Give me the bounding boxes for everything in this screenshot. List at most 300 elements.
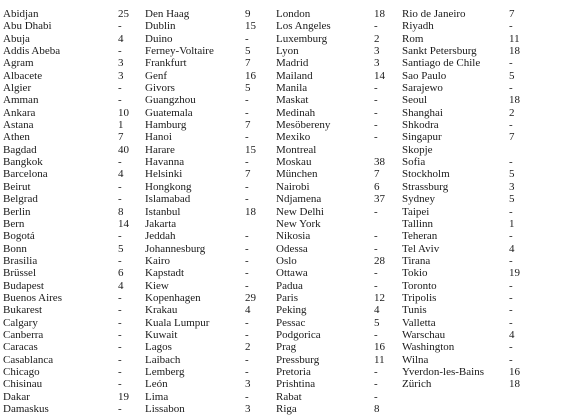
city-count: - xyxy=(509,291,513,304)
city-row xyxy=(276,304,391,316)
city-name: Beirut xyxy=(3,180,31,193)
city-row xyxy=(145,82,277,94)
city-count: - xyxy=(245,106,249,119)
city-count: - xyxy=(509,304,513,317)
city-count: 3 xyxy=(245,378,251,391)
city-row xyxy=(145,218,277,230)
city-name: Sankt Petersburg xyxy=(402,45,477,58)
city-count: 6 xyxy=(118,267,124,280)
city-name: Duino xyxy=(145,32,173,45)
city-row xyxy=(145,131,277,143)
city-count: - xyxy=(118,304,122,317)
city-row xyxy=(402,94,520,106)
city-row xyxy=(276,94,391,106)
city-row xyxy=(3,57,135,69)
city-count: 4 xyxy=(118,32,124,45)
city-name: Amman xyxy=(3,94,39,107)
city-row xyxy=(3,292,135,304)
city-name: Nairobi xyxy=(276,180,310,193)
city-name: Caracas xyxy=(3,341,38,354)
city-row xyxy=(145,317,277,329)
city-row xyxy=(402,243,520,255)
city-name: Peking xyxy=(276,304,307,317)
city-name: Pessac xyxy=(276,316,306,329)
city-count: 8 xyxy=(118,205,124,218)
city-count: 14 xyxy=(374,69,385,82)
city-count: - xyxy=(374,267,378,280)
city-row xyxy=(145,33,277,45)
city-name: Lima xyxy=(145,390,169,403)
city-column-4 xyxy=(402,8,520,391)
city-row xyxy=(276,329,391,341)
city-row xyxy=(402,280,520,292)
city-count: - xyxy=(245,254,249,267)
city-row xyxy=(145,57,277,69)
city-name: Hamburg xyxy=(145,119,187,132)
city-row xyxy=(276,82,391,94)
city-count: - xyxy=(245,353,249,366)
city-row xyxy=(276,218,391,230)
city-name: Abidjan xyxy=(3,8,39,20)
city-name: Krakau xyxy=(145,304,178,317)
city-row xyxy=(3,206,135,218)
city-name: Washington xyxy=(402,341,455,354)
city-row xyxy=(276,292,391,304)
city-row xyxy=(3,20,135,32)
city-row xyxy=(402,366,520,378)
city-name: Kapstadt xyxy=(145,267,185,280)
city-row xyxy=(402,304,520,316)
city-row xyxy=(145,391,277,403)
city-row xyxy=(276,131,391,143)
city-name: Ankara xyxy=(3,106,36,119)
city-name: Budapest xyxy=(3,279,44,292)
city-count: - xyxy=(374,131,378,144)
city-count: 16 xyxy=(245,69,256,82)
city-name: Helsinki xyxy=(145,168,183,181)
city-name: Shkodra xyxy=(402,119,439,132)
city-name: Bonn xyxy=(3,242,27,255)
city-name: Tokio xyxy=(402,267,428,280)
city-count: - xyxy=(118,94,122,107)
city-name: Warschau xyxy=(402,328,446,341)
city-name: Riga xyxy=(276,403,297,415)
city-count: 4 xyxy=(509,328,515,341)
city-row xyxy=(145,366,277,378)
city-count: 4 xyxy=(245,304,251,317)
city-name: Pretoria xyxy=(276,365,311,378)
city-count: 7 xyxy=(245,57,251,70)
city-name: Teheran xyxy=(402,230,438,243)
city-count: - xyxy=(374,378,378,391)
city-name: Montreal xyxy=(276,143,317,156)
city-row xyxy=(145,45,277,57)
city-row xyxy=(3,33,135,45)
city-row xyxy=(402,317,520,329)
city-count: - xyxy=(118,403,122,415)
city-row xyxy=(276,317,391,329)
city-name: Chisinau xyxy=(3,378,43,391)
city-row xyxy=(276,206,391,218)
city-count: - xyxy=(245,316,249,329)
city-count: - xyxy=(374,365,378,378)
city-name: Stockholm xyxy=(402,168,450,181)
city-name: New York xyxy=(276,217,321,230)
city-name: Mailand xyxy=(276,69,313,82)
city-count: 7 xyxy=(245,168,251,181)
city-name: Moskau xyxy=(276,156,312,169)
city-count: - xyxy=(374,328,378,341)
city-name: Riyadh xyxy=(402,20,434,33)
city-row xyxy=(3,230,135,242)
city-name: Guatemala xyxy=(145,106,193,119)
city-count: - xyxy=(118,45,122,58)
city-name: London xyxy=(276,8,311,20)
city-count: - xyxy=(118,254,122,267)
city-name: Dublin xyxy=(145,20,176,33)
city-row xyxy=(3,181,135,193)
city-row xyxy=(402,206,520,218)
city-row xyxy=(3,45,135,57)
city-count: 6 xyxy=(374,180,380,193)
city-row xyxy=(276,243,391,255)
city-name: Harare xyxy=(145,143,175,156)
city-count: 10 xyxy=(118,106,129,119)
city-count: 29 xyxy=(245,291,256,304)
city-name: Skopje xyxy=(402,143,433,156)
city-name: Jeddah xyxy=(145,230,176,243)
city-name: Abuja xyxy=(3,32,30,45)
city-count: - xyxy=(245,94,249,107)
city-count: - xyxy=(118,193,122,206)
city-name: Oslo xyxy=(276,254,297,267)
city-count: 2 xyxy=(245,341,251,354)
city-count: 7 xyxy=(509,131,515,144)
city-count: - xyxy=(118,378,122,391)
city-column-3 xyxy=(276,8,391,415)
city-count: 2 xyxy=(374,32,380,45)
city-name: Sofia xyxy=(402,156,426,169)
city-row xyxy=(402,341,520,353)
city-count: - xyxy=(245,193,249,206)
city-count: - xyxy=(118,230,122,243)
city-count: 1 xyxy=(509,217,515,230)
city-name: Bagdad xyxy=(3,143,37,156)
city-row xyxy=(276,168,391,180)
city-count: - xyxy=(118,82,122,95)
city-count: 7 xyxy=(509,8,515,20)
city-name: Lyon xyxy=(276,45,299,58)
city-count: 15 xyxy=(245,20,256,33)
city-name: Mexiko xyxy=(276,131,311,144)
city-row xyxy=(3,378,135,390)
city-count: - xyxy=(245,32,249,45)
city-count: 18 xyxy=(509,45,520,58)
city-count: - xyxy=(118,316,122,329)
city-row xyxy=(145,181,277,193)
city-row xyxy=(145,70,277,82)
city-count: 15 xyxy=(245,143,256,156)
city-row xyxy=(402,230,520,242)
city-row xyxy=(402,144,520,156)
city-count: - xyxy=(374,230,378,243)
city-name: Wilna xyxy=(402,353,429,366)
city-count: 4 xyxy=(118,168,124,181)
city-row xyxy=(3,70,135,82)
city-row xyxy=(276,144,391,156)
city-name: Los Angeles xyxy=(276,20,331,33)
city-count: - xyxy=(245,156,249,169)
city-count: 3 xyxy=(374,57,380,70)
city-count: - xyxy=(374,106,378,119)
city-row xyxy=(402,255,520,267)
city-row xyxy=(3,403,135,415)
city-name: León xyxy=(145,378,168,391)
city-count: - xyxy=(245,242,249,255)
city-name: Pressburg xyxy=(276,353,320,366)
city-count: - xyxy=(245,131,249,144)
city-row xyxy=(402,218,520,230)
city-count: 28 xyxy=(374,254,385,267)
city-row xyxy=(145,243,277,255)
city-row xyxy=(276,181,391,193)
city-row xyxy=(402,267,520,279)
city-row xyxy=(3,354,135,366)
city-row xyxy=(145,255,277,267)
city-name: Maskat xyxy=(276,94,309,107)
city-name: Rabat xyxy=(276,390,302,403)
city-count: 12 xyxy=(374,291,385,304)
city-name: Toronto xyxy=(402,279,437,292)
city-row xyxy=(402,8,520,20)
city-count: 3 xyxy=(374,45,380,58)
city-name: Seoul xyxy=(402,94,428,107)
city-column-2 xyxy=(145,8,277,415)
city-row xyxy=(402,82,520,94)
city-row xyxy=(3,218,135,230)
city-count: 4 xyxy=(374,304,380,317)
city-name: Islamabad xyxy=(145,193,191,206)
city-count: 14 xyxy=(118,217,129,230)
city-name: Tallinn xyxy=(402,217,434,230)
city-row xyxy=(3,131,135,143)
city-count: 5 xyxy=(245,45,251,58)
city-count: - xyxy=(374,20,378,33)
city-count: 16 xyxy=(374,341,385,354)
city-count: - xyxy=(509,279,513,292)
city-name: Chicago xyxy=(3,365,40,378)
city-count: 5 xyxy=(509,168,515,181)
city-row xyxy=(145,119,277,131)
city-count: - xyxy=(509,205,513,218)
city-count: - xyxy=(118,156,122,169)
city-name: Ferney-Voltaire xyxy=(145,45,214,58)
city-count: 40 xyxy=(118,143,129,156)
city-row xyxy=(276,70,391,82)
city-row xyxy=(3,119,135,131)
city-row xyxy=(3,156,135,168)
city-row xyxy=(276,378,391,390)
city-row xyxy=(145,193,277,205)
city-count: 5 xyxy=(118,242,124,255)
city-name: Santiago de Chile xyxy=(402,57,481,70)
city-row xyxy=(3,193,135,205)
city-name: Paris xyxy=(276,291,298,304)
city-count: - xyxy=(509,341,513,354)
city-row xyxy=(145,20,277,32)
city-name: Kairo xyxy=(145,254,171,267)
city-count: - xyxy=(374,82,378,95)
city-name: Ndjamena xyxy=(276,193,322,206)
city-count: 1 xyxy=(118,119,124,132)
city-row xyxy=(276,267,391,279)
city-name: Abu Dhabi xyxy=(3,20,52,33)
city-name: Albacete xyxy=(3,69,43,82)
city-count: 3 xyxy=(118,69,124,82)
city-count: - xyxy=(509,82,513,95)
city-row xyxy=(276,57,391,69)
city-row xyxy=(276,193,391,205)
city-name: Mesöbereny xyxy=(276,119,331,132)
city-name: Bukarest xyxy=(3,304,43,317)
city-row xyxy=(145,378,277,390)
city-name: Padua xyxy=(276,279,303,292)
city-count: - xyxy=(374,119,378,132)
city-name: Singapur xyxy=(402,131,442,144)
city-row xyxy=(276,230,391,242)
city-count: 11 xyxy=(374,353,385,366)
city-name: Tunis xyxy=(402,304,427,317)
city-name: Lagos xyxy=(145,341,172,354)
city-count: 38 xyxy=(374,156,385,169)
city-name: Taipei xyxy=(402,205,430,218)
city-row xyxy=(145,329,277,341)
city-count: - xyxy=(245,390,249,403)
city-row xyxy=(145,230,277,242)
city-row xyxy=(402,292,520,304)
city-row xyxy=(402,57,520,69)
city-name: Calgary xyxy=(3,316,38,329)
city-name: Luxemburg xyxy=(276,32,328,45)
city-count: 4 xyxy=(118,279,124,292)
city-name: Kiew xyxy=(145,279,169,292)
city-name: Rio de Janeiro xyxy=(402,8,466,20)
city-row xyxy=(402,107,520,119)
city-row xyxy=(145,168,277,180)
city-row xyxy=(145,304,277,316)
city-name: Podgorica xyxy=(276,328,321,341)
city-name: Shanghai xyxy=(402,106,443,119)
city-row xyxy=(3,243,135,255)
city-count: 19 xyxy=(118,390,129,403)
city-row xyxy=(145,94,277,106)
city-name: Damaskus xyxy=(3,403,49,415)
city-name: Rom xyxy=(402,32,424,45)
city-count: 3 xyxy=(509,180,515,193)
city-name: Bogotá xyxy=(3,230,35,243)
city-name: Tel Aviv xyxy=(402,242,440,255)
city-row xyxy=(145,280,277,292)
city-row xyxy=(402,131,520,143)
city-name: Valletta xyxy=(402,316,436,329)
city-row xyxy=(276,107,391,119)
city-row xyxy=(402,20,520,32)
city-row xyxy=(145,8,277,20)
city-name: Bern xyxy=(3,217,25,230)
city-row xyxy=(3,317,135,329)
city-count: - xyxy=(374,205,378,218)
city-count: - xyxy=(509,20,513,33)
city-count: 3 xyxy=(245,403,251,415)
city-count: 7 xyxy=(374,168,380,181)
city-count: - xyxy=(509,316,513,329)
city-name: Frankfurt xyxy=(145,57,187,70)
city-row xyxy=(402,181,520,193)
city-name: Dakar xyxy=(3,390,30,403)
city-count: - xyxy=(118,180,122,193)
city-count: 7 xyxy=(245,119,251,132)
city-name: Lissabon xyxy=(145,403,185,415)
city-name: Laibach xyxy=(145,353,181,366)
city-row xyxy=(402,168,520,180)
city-count: - xyxy=(118,365,122,378)
city-row xyxy=(276,354,391,366)
city-name: Brasilia xyxy=(3,254,38,267)
city-count: 5 xyxy=(509,69,515,82)
city-name: Casablanca xyxy=(3,353,54,366)
city-count: - xyxy=(509,57,513,70)
city-name: Genf xyxy=(145,69,167,82)
city-count: 9 xyxy=(245,8,251,20)
city-row xyxy=(145,107,277,119)
city-row xyxy=(3,391,135,403)
city-name: Istanbul xyxy=(145,205,181,218)
city-row xyxy=(3,280,135,292)
city-name: Astana xyxy=(3,119,34,132)
city-row xyxy=(276,391,391,403)
city-row xyxy=(402,33,520,45)
city-row xyxy=(276,20,391,32)
city-name: Strassburg xyxy=(402,180,449,193)
city-count: - xyxy=(374,390,378,403)
city-name: Hongkong xyxy=(145,180,192,193)
city-name: Belgrad xyxy=(3,193,38,206)
city-count: - xyxy=(509,254,513,267)
city-count: - xyxy=(245,180,249,193)
city-row xyxy=(145,403,277,415)
city-row xyxy=(145,341,277,353)
city-name: Bangkok xyxy=(3,156,43,169)
city-count: - xyxy=(245,365,249,378)
city-name: Johannesburg xyxy=(145,242,206,255)
city-row xyxy=(276,403,391,415)
city-count: 25 xyxy=(118,8,129,20)
city-count: 5 xyxy=(245,82,251,95)
city-name: Givors xyxy=(145,82,175,95)
city-name: Athen xyxy=(3,131,30,144)
city-count: - xyxy=(509,156,513,169)
city-name: Jakarta xyxy=(145,217,177,230)
city-count: - xyxy=(118,328,122,341)
city-row xyxy=(3,329,135,341)
city-count: 3 xyxy=(118,57,124,70)
city-row xyxy=(3,8,135,20)
city-count: - xyxy=(118,353,122,366)
city-count: 37 xyxy=(374,193,385,206)
city-name: Sao Paulo xyxy=(402,69,447,82)
city-row xyxy=(402,156,520,168)
city-row xyxy=(145,354,277,366)
